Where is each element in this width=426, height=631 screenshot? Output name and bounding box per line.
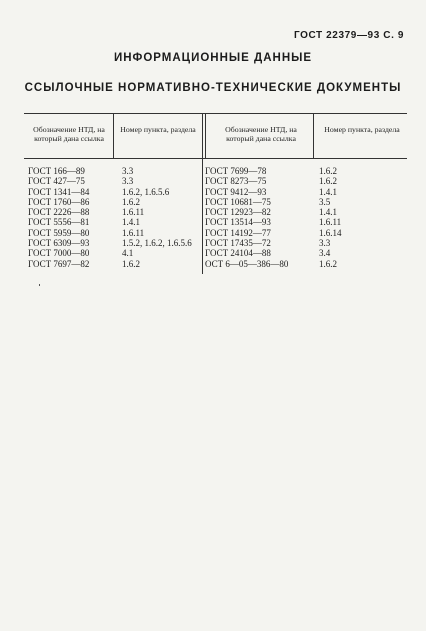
table-cell: ГОСТ 2226—88 — [28, 207, 90, 218]
left-items-column — [122, 166, 192, 269]
table-cell: ГОСТ 24104—88 — [205, 248, 271, 259]
table-cell: 4.1 — [122, 248, 134, 259]
table-cell: ГОСТ 13514—93 — [205, 217, 271, 228]
table-title: ССЫЛОЧНЫЕ НОРМАТИВНО-ТЕХНИЧЕСКИЕ ДОКУМЕНТЫ — [24, 82, 402, 94]
table-cell: 1.6.2, 1.6.5.6 — [122, 186, 170, 197]
right-items-column — [319, 166, 342, 269]
table-cell: ГОСТ 14192—77 — [205, 227, 271, 238]
table-cell: 1.6.2 — [319, 258, 337, 269]
table-cell: 1.4.1 — [122, 217, 140, 228]
table-cell: ГОСТ 7000—80 — [28, 248, 90, 259]
table-cell: 1.6.14 — [319, 227, 342, 238]
header-ntd-left: Обозначение НТД, на который дана ссылка — [33, 125, 105, 143]
table-cell: ГОСТ 5959—80 — [28, 227, 90, 238]
table-cell: 3.5 — [319, 196, 331, 207]
page-header: ГОСТ 22379—93 С. 9 — [293, 30, 404, 41]
section-title: ИНФОРМАЦИОННЫЕ ДАННЫЕ — [113, 52, 313, 64]
table-cell: ГОСТ 8273—75 — [205, 176, 267, 187]
header-item-left: Номер пункта, раздела — [120, 125, 196, 134]
table-cell: 3.4 — [319, 248, 331, 259]
table-cell: ГОСТ 1341—84 — [28, 186, 90, 197]
table-header-rule — [24, 158, 407, 159]
table-cell: 1.6.2 — [122, 196, 140, 207]
table-cell: ГОСТ 6309—93 — [28, 238, 90, 249]
table-cell: 1.6.11 — [122, 207, 145, 218]
right-docs-column — [205, 166, 288, 269]
table-cell: ГОСТ 1760—86 — [28, 196, 90, 207]
column-divider — [113, 114, 114, 158]
column-divider-main — [202, 114, 203, 274]
table-cell: 1.6.11 — [122, 227, 145, 238]
table-cell: 3.3 — [122, 176, 134, 187]
table-cell: ГОСТ 17435—72 — [205, 238, 271, 249]
table-cell: ГОСТ 7697—82 — [28, 258, 90, 269]
table-cell: 3.3 — [319, 238, 331, 249]
table-cell: 1.6.2 — [122, 258, 140, 269]
table-cell: 1.4.1 — [319, 186, 337, 197]
table-cell: 1.6.2 — [319, 176, 337, 187]
table-cell: ГОСТ 166—89 — [28, 166, 85, 176]
table-cell: 1.5.2, 1.6.2, 1.6.5.6 — [122, 238, 192, 249]
column-divider-double — [205, 114, 206, 158]
table-cell: ГОСТ 10681—75 — [205, 196, 271, 207]
table-cell: ГОСТ 12923—82 — [205, 207, 271, 218]
left-docs-column — [28, 166, 89, 269]
table-cell: ГОСТ 5556—81 — [28, 217, 90, 228]
table-cell: 1.6.11 — [319, 217, 342, 228]
table-top-rule — [24, 113, 407, 114]
table-cell: ОСТ 6—05—386—80 — [205, 258, 289, 269]
table-cell: 3.3 — [122, 166, 134, 176]
table-cell: ГОСТ 427—75 — [28, 176, 85, 187]
table-cell: 1.6.2 — [319, 166, 337, 176]
table-cell: ГОСТ 9412—93 — [205, 186, 267, 197]
stray-mark — [39, 284, 40, 286]
header-ntd-right: Обозначение НТД, на который дана ссылка — [225, 125, 297, 143]
column-divider — [313, 114, 314, 158]
header-item-right: Номер пункта, раздела — [324, 125, 400, 134]
table-cell: 1.4.1 — [319, 207, 337, 218]
table-cell: ГОСТ 7699—78 — [205, 166, 267, 176]
